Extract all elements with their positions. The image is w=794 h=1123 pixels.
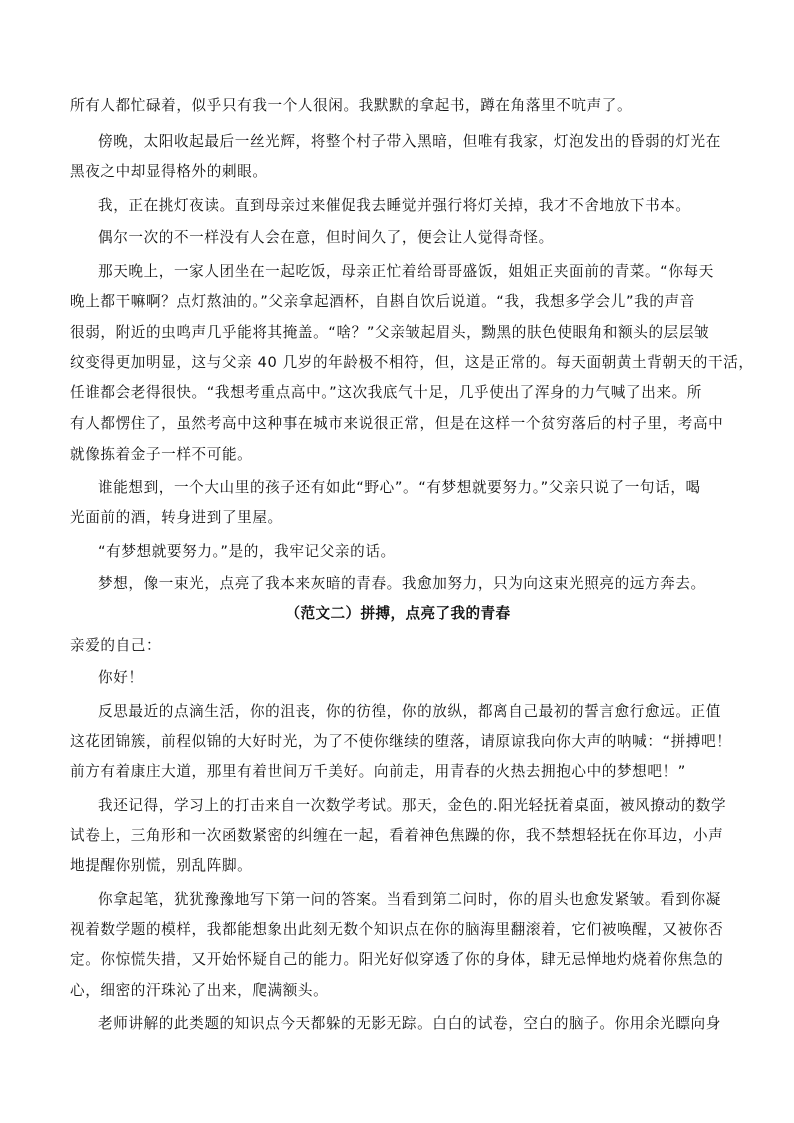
paragraph-line: 这花团锦簇，前程似锦的大好时光，为了不使你继续的堕落，请原谅我向你大声的呐喊：“拼搏吧！: [70, 733, 732, 750]
paragraph-line: 黑夜之中却显得格外的刺眼。: [70, 163, 268, 180]
paragraph-line: 很弱，附近的虫鸣声几乎能将其掩盖。“啥？”父亲皱起眉头，黝黑的肤色使眼角和额头的层层皱: [70, 324, 710, 341]
paragraph-line: 定。你惊慌失措，又开始怀疑自己的能力。阳光好似穿透了你的身体，肆无忌惮地灼烧着你焦急的: [70, 951, 724, 968]
salutation: 亲爱的自己：: [70, 637, 162, 654]
paragraph-line: 反思最近的点滴生活，你的沮丧，你的彷徨，你的放纵，都离自己最初的誓言愈行愈远。正值: [98, 703, 721, 720]
paragraph-line: 那天晚上，一家人团坐在一起吃饭，母亲正忙着给哥哥盛饭，姐姐正夹面前的青菜。“你每天: [98, 263, 714, 280]
essay-title: （范文二）拼搏，点亮了我的青春: [285, 605, 511, 622]
paragraph-line: 傍晚，太阳收起最后一丝光辉，将整个村子带入黑暗，但唯有我家，灯泡发出的昏弱的灯光在: [98, 133, 721, 150]
paragraph-line: 所有人都忙碌着，似乎只有我一个人很闲。我默默的拿起书，蹲在角落里不吭声了。: [70, 97, 633, 114]
paragraph-line: 我，正在挑灯夜读。直到母亲过来催促我去睡觉并强行将灯关掉，我才不舍地放下书本。: [98, 197, 691, 214]
paragraph-line: 心，细密的汗珠沁了出来，爬满额头。: [70, 982, 329, 999]
paragraph-line: 视着数学题的模样，我都能想象出此刻无数个知识点在你的脑海里翻滚着，它们被唤醒，又被你否: [70, 921, 724, 938]
paragraph-line: 谁能想到，一个大山里的孩子还有如此“野心”。“有梦想就要努力。”父亲只说了一句话，喝: [98, 479, 701, 496]
paragraph-line: 你拿起笔，犹犹豫豫地写下第一问的答案。当看到第二问时，你的眉头也愈发紧皱。看到你凝: [98, 891, 721, 908]
greeting: 你好！: [98, 669, 144, 686]
paragraph-line: 试卷上，三角形和一次函数紧密的纠缠在一起，看着神色焦躁的你，我不禁想轻抚在你耳边，小声: [70, 827, 724, 844]
paragraph-line: 偶尔一次的不一样没有人会在意，但时间久了，便会让人觉得奇怪。: [98, 229, 554, 246]
paragraph-line: 梦想，像一束光，点亮了我本来灰暗的青春。我愈加努力，只为向这束光照亮的远方奔去。: [98, 575, 706, 592]
paragraph-line: 地提醒你别慌，别乱阵脚。: [70, 857, 253, 874]
paragraph-line: 有人都愣住了，虽然考高中这种事在城市来说很正常，但是在这样一个贫穷落后的村子里，考高中: [70, 415, 724, 432]
paragraph-line: 光面前的酒，转身进到了里屋。: [70, 509, 283, 526]
paragraph-line: 我还记得，学习上的打击来自一次数学考试。那天，金色的.阳光轻抚着桌面，被风撩动的数学: [98, 797, 727, 814]
paragraph-line: 就像拣着金子一样不可能。: [70, 446, 253, 463]
paragraph-line: 前方有着康庄大道，那里有着世间万千美好。向前走，用青春的火热去拥抱心中的梦想吧！”: [70, 763, 686, 780]
paragraph-line: 任谁都会老得很快。“我想考重点高中。”这次我底气十足，几乎使出了浑身的力气喊了出来。所: [70, 384, 702, 401]
paragraph-line: “有梦想就要努力。”是的，我牢记父亲的话。: [98, 543, 396, 560]
paragraph-line: 纹变得更加明显，这与父亲 40 几岁的年龄极不相符，但，这是正常的。每天面朝黄土背朝天的干活，: [70, 354, 754, 371]
paragraph-line: 老师讲解的此类题的知识点今天都躲的无影无踪。白白的试卷，空白的脑子。你用余光瞟向身: [98, 1015, 721, 1032]
paragraph-line: 晚上都干嘛啊？点灯熬油的。”父亲拿起酒杯，自斟自饮后说道。“我，我想多学会儿”我的声音: [70, 293, 695, 310]
